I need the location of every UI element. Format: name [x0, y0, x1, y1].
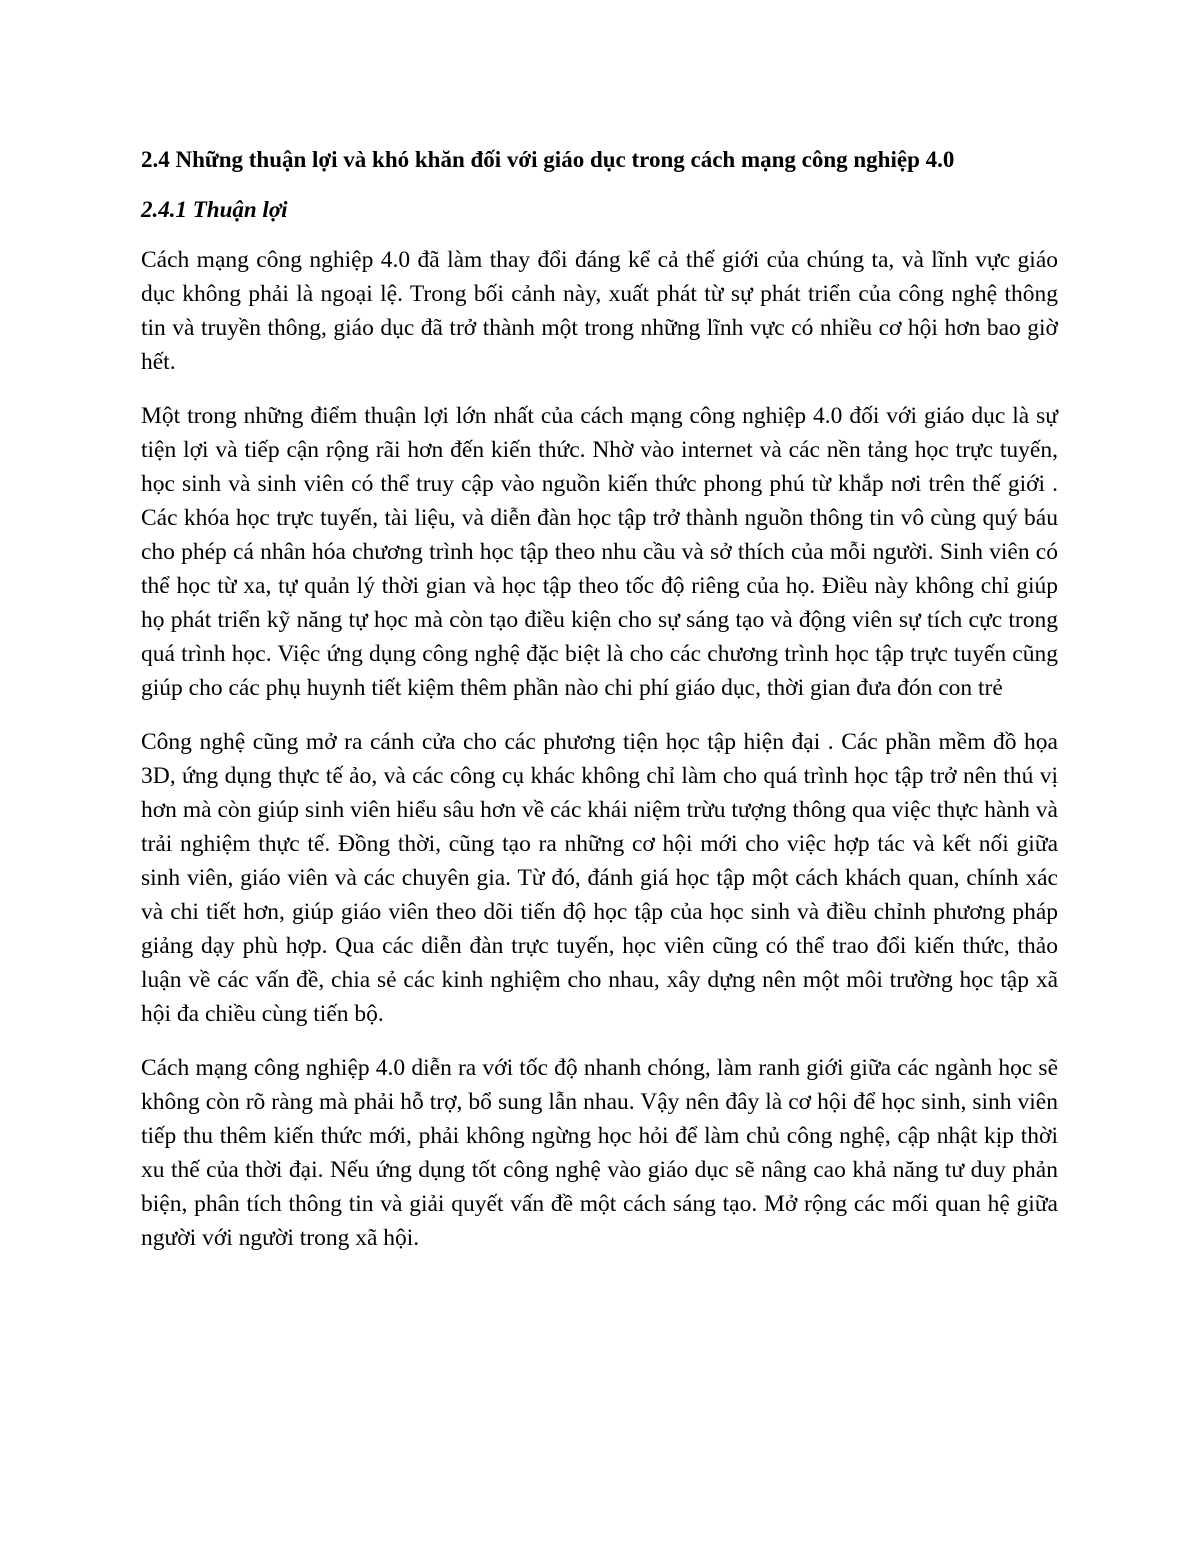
paragraph-knowledge-access: Một trong những điểm thuận lợi lớn nhất của cách mạng công nghiệp 4.0 đối với giáo dục là sự tiện lợi và tiếp cận rộng rãi hơn đến kiến thức. Nhờ vào internet và các nền tảng học trực tuyến, học sinh và sinh viên có thể truy cập vào nguồn kiến thức phong phú từ khắp nơi trên thế giới . Các khóa học trực tuyến, tài liệu, và diễn đàn học tập trở thành nguồn thông tin vô cùng quý báu cho phép cá nhân hóa chương trình học tập theo nhu cầu và sở thích của mỗi người. Sinh viên có thể học từ xa, tự quản lý thời gian và học tập theo tốc độ riêng của họ. Điều này không chỉ giúp họ phát triển kỹ năng tự học mà còn tạo điều kiện cho sự sáng tạo và động viên sự tích cực trong quá trình học. Việc ứng dụng công nghệ đặc biệt là cho các chương trình học tập trực tuyến cũng giúp cho các phụ huynh tiết kiệm thêm phần nào chi phí giáo dục, thời gian đưa đón con trẻ: [141, 403, 1058, 701]
paragraph-modern-tools: Công nghệ cũng mở ra cánh cửa cho các phương tiện học tập hiện đại . Các phần mềm đồ họa 3D, ứng dụng thực tế ảo, và các công cụ khác không chỉ làm cho quá trình học tập trở nên thú vị hơn mà còn giúp sinh viên hiểu sâu hơn về các khái niệm trừu tượng thông qua việc thực hành và trải nghiệm thực tế. Đồng thời, cũng tạo ra những cơ hội mới cho việc hợp tác và kết nối giữa sinh viên, giáo viên và các chuyên gia. Từ đó, đánh giá học tập một cách khách quan, chính xác và chi tiết hơn, giúp giáo viên theo dõi tiến độ học tập của học sinh và điều chỉnh phương pháp giảng dạy phù hợp. Qua các diễn đàn trực tuyến, học viên cũng có thể trao đổi kiến thức, thảo luận về các vấn đề, chia sẻ các kinh nghiệm cho nhau, xây dựng nên một môi trường học tập xã hội đa chiều cùng tiến bộ.: [141, 729, 1058, 1027]
document-body: [141, 144, 1058, 1255]
paragraph-opportunities: Cách mạng công nghiệp 4.0 diễn ra với tốc độ nhanh chóng, làm ranh giới giữa các ngành học sẽ không còn rõ ràng mà phải hỗ trợ, bổ sung lẫn nhau. Vậy nên đây là cơ hội để học sinh, sinh viên tiếp thu thêm kiến thức mới, phải không ngừng học hỏi để làm chủ công nghệ, cập nhật kịp thời xu thế của thời đại. Nếu ứng dụng tốt công nghệ vào giáo dục sẽ nâng cao khả năng tư duy phản biện, phân tích thông tin và giải quyết vấn đề một cách sáng tạo. Mở rộng các mối quan hệ giữa người với người trong xã hội.: [141, 1055, 1058, 1251]
paragraph-intro: Cách mạng công nghiệp 4.0 đã làm thay đổi đáng kể cả thế giới của chúng ta, và lĩnh vực giáo dục không phải là ngoại lệ. Trong bối cảnh này, xuất phát từ sự phát triển của công nghệ thông tin và truyền thông, giáo dục đã trở thành một trong những lĩnh vực có nhiều cơ hội hơn bao giờ hết.: [141, 247, 1058, 375]
subsection-heading: 2.4.1 Thuận lợi: [141, 197, 288, 222]
section-heading: 2.4 Những thuận lợi và khó khăn đối với giáo dục trong cách mạng công nghiệp 4.0: [141, 147, 955, 172]
